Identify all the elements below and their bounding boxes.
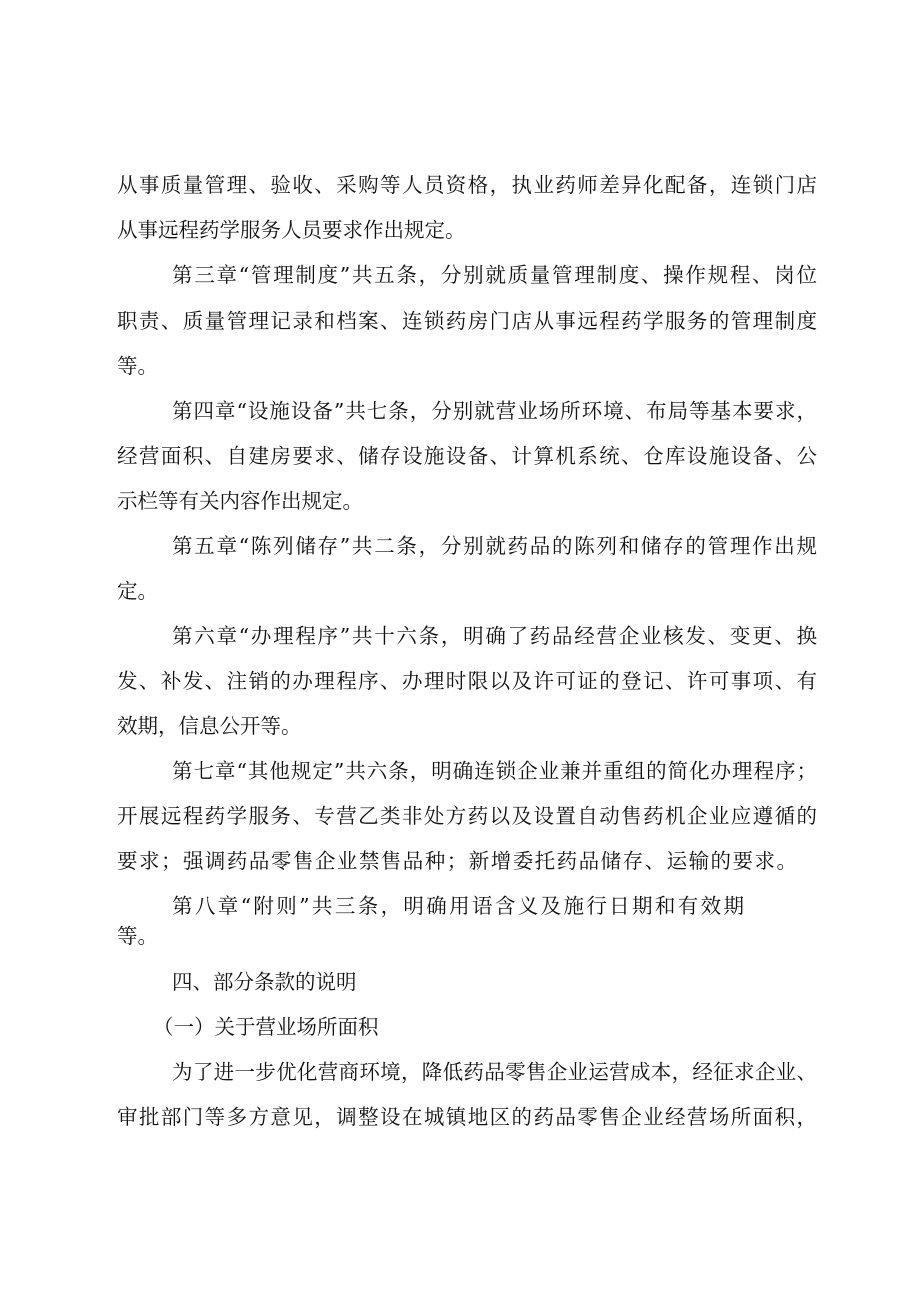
paragraph-line: 第六章“办理程序”共十六条，明确了药品经营企业核发、变更、换: [172, 624, 817, 648]
paragraph-line: 要求；强调药品零售企业禁售品种；新增委托药品储存、运输的要求。: [117, 849, 797, 873]
paragraph-line: 第八章“附则”共三条，明确用语含义及施行日期和有效期: [172, 894, 744, 918]
paragraph-line: 示栏等有关内容作出规定。: [117, 489, 363, 513]
paragraph-line: 开展远程药学服务、专营乙类非处方药以及设置自动售药机企业应遵循的: [117, 804, 817, 828]
paragraph-line: 发、补发、注销的办理程序、办理时限以及许可证的登记、许可事项、有: [117, 669, 817, 693]
paragraph-line: 从事远程药学服务人员要求作出规定。: [117, 218, 466, 242]
paragraph-line: 第七章“其他规定”共六条，明确连锁企业兼并重组的简化办理程序；: [172, 759, 817, 783]
paragraph-line: 职责、质量管理记录和档案、连锁药房门店从事远程药学服务的管理制度: [117, 309, 817, 333]
paragraph-line: 等。: [117, 924, 158, 948]
paragraph-line: 第三章“管理制度”共五条，分别就质量管理制度、操作规程、岗位: [172, 263, 817, 287]
paragraph-line: 为了进一步优化营商环境，降低药品零售企业运营成本，经征求企业、: [172, 1060, 817, 1084]
paragraph-line: 第四章“设施设备”共七条，分别就营业场所环境、布局等基本要求，: [172, 399, 817, 423]
paragraph-line: 从事质量管理、验收、采购等人员资格，执业药师差异化配备，连锁门店: [117, 173, 817, 197]
paragraph-line: 效期，信息公开等。: [117, 714, 302, 738]
section-heading: 四、部分条款的说明: [172, 970, 357, 994]
paragraph-line: 等。: [117, 354, 158, 378]
paragraph-line: 第五章“陈列储存”共二条，分别就药品的陈列和储存的管理作出规: [172, 534, 817, 558]
paragraph-line: 经营面积、自建房要求、储存设施设备、计算机系统、仓库设施设备、公: [117, 444, 817, 468]
paragraph-line: 审批部门等多方意见，调整设在城镇地区的药品零售企业经营场所面积，: [117, 1105, 817, 1129]
subsection-heading: （一）关于营业场所面积: [153, 1015, 379, 1039]
paragraph-line: 定。: [117, 579, 158, 603]
